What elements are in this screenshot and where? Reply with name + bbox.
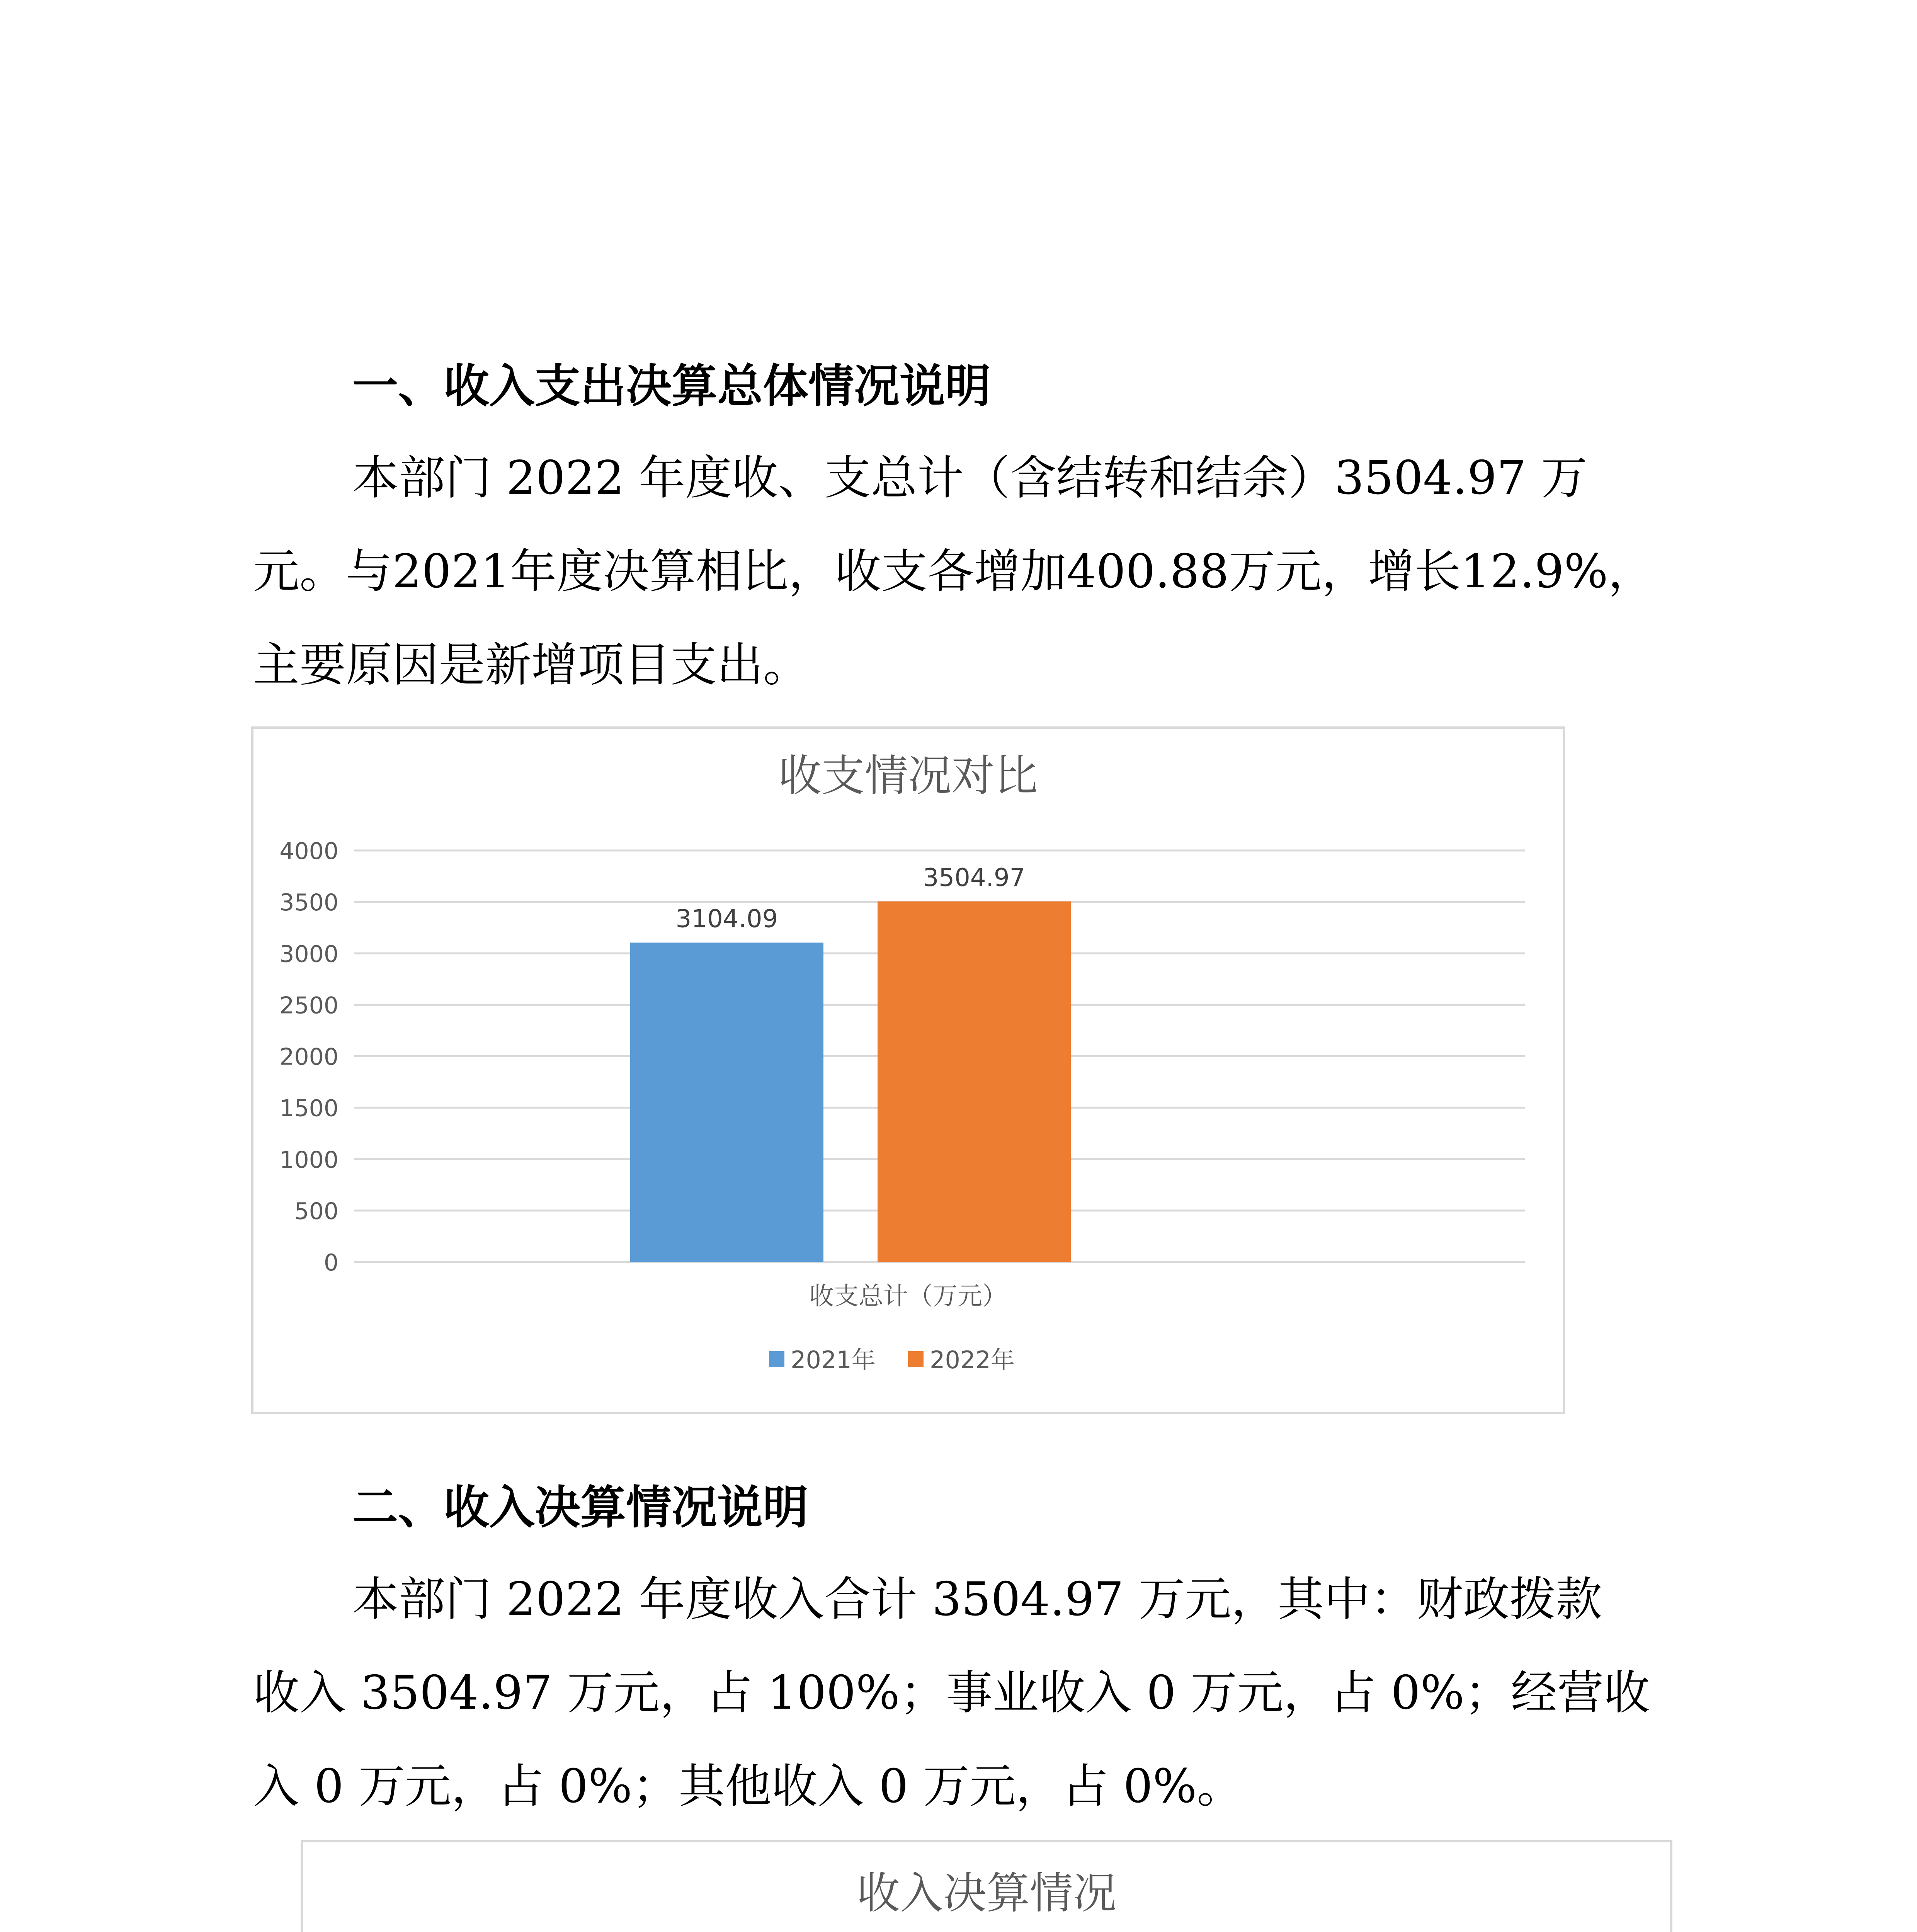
- bar-chart-title: 收支情况对比: [778, 751, 1038, 801]
- bar-chart-legend: [769, 1346, 1015, 1374]
- section2-heading: 二、收入决算情况说明: [352, 1481, 809, 1534]
- y-tick-label: 2500: [279, 992, 338, 1019]
- y-tick-label: 1500: [279, 1095, 338, 1122]
- y-tick-label: 2000: [279, 1043, 338, 1071]
- legend-label: 2022年: [930, 1346, 1015, 1374]
- section2-line-2: 收入 3504.97 万元，占 100%；事业收入 0 万元，占 0%；经营收: [253, 1666, 1650, 1720]
- bar-2021年: [630, 943, 823, 1262]
- section2-line-1: 本部门 2022 年度收入合计 3504.97 万元，其中：财政拨款: [352, 1573, 1602, 1626]
- y-tick-label: 1000: [279, 1146, 338, 1173]
- section1-line-2: 元。与2021年度决算相比，收支各增加400.88万元，增长12.9%，: [253, 545, 1655, 599]
- section1-line-1: 本部门 2022 年度收、支总计（含结转和结余）3504.97 万: [352, 451, 1588, 505]
- bar-chart-frame: [251, 726, 1565, 1414]
- legend-swatch: [908, 1351, 924, 1367]
- bar-chart-bars: [630, 901, 1071, 1262]
- bar-chart-y-axis: [279, 838, 338, 1276]
- y-tick-label: 4000: [279, 838, 338, 865]
- section1-heading: 一、收入支出决算总体情况说明: [352, 359, 991, 413]
- bar-data-label: 3104.09: [675, 905, 778, 934]
- legend-swatch: [769, 1351, 784, 1367]
- y-tick-label: 3500: [279, 889, 338, 917]
- y-tick-label: 500: [294, 1197, 338, 1225]
- bar-chart-category-label: 收支总计（万元）: [809, 1282, 1007, 1311]
- y-tick-label: 0: [323, 1249, 338, 1276]
- bar-data-label: 3504.97: [923, 863, 1026, 892]
- bar-2022年: [878, 901, 1071, 1262]
- legend-label: 2021年: [791, 1346, 876, 1374]
- pie-chart-frame: [301, 1840, 1672, 1932]
- section2-line-3: 入 0 万元，占 0%；其他收入 0 万元，占 0%。: [253, 1760, 1243, 1813]
- section1-line-3: 主要原因是新增项目支出。: [253, 638, 810, 692]
- pie-chart: [303, 1842, 1670, 1932]
- y-tick-label: 3000: [279, 940, 338, 968]
- bar-chart: [253, 729, 1563, 1412]
- pie-chart-title: 收入决算情况: [857, 1868, 1116, 1918]
